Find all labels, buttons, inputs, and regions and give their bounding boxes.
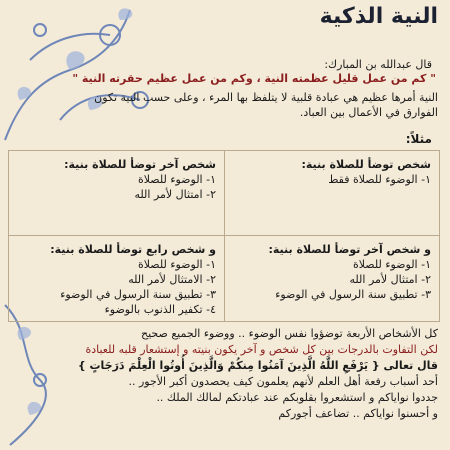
example-cell-4	[9, 236, 224, 321]
conclusion-line: أحد أسباب رفعة أهل العلم لأنهم يعلمون كيف يحصدون أكبر الأجور ..	[128, 375, 438, 388]
examples-table	[8, 150, 440, 322]
example-label: مثلاً:	[405, 132, 432, 146]
cell-heading: و شخص رابع توضأ للصلاة بنية:	[50, 243, 216, 256]
page-title: النية الذكية	[319, 4, 438, 29]
cell-line: ١- الوضوء للصلاة	[352, 258, 431, 271]
intro-paragraph	[8, 90, 438, 120]
conclusion-line: لكن التفاوت بالدرجات بين كل شخص و آخر يكون بنيته و إستشعار قلبه للعبادة	[85, 343, 438, 356]
example-cell-1	[224, 151, 439, 236]
cell-line: ٣- تطبيق سنة الرسول في الوضوء	[60, 288, 216, 301]
quran-verse: قال تعالى { يَرْفَعِ اللَّهُ الَّذِينَ آمَنُوا مِنكُمْ وَالَّذِينَ أُوتُوا الْعِلْمَ دَرَجَاتٍ }	[77, 359, 438, 372]
quote: " كم من عمل قليل عظمته النية ، وكم من عمل عظيم حقرته النية "	[72, 72, 436, 85]
cell-heading: شخص آخر توضأ للصلاة بنية:	[64, 158, 216, 171]
cell-line: ٤- تكفير الذنوب بالوضوء	[104, 303, 216, 316]
cell-line: ٣- تطبيق سنة الرسول في الوضوء	[275, 288, 431, 301]
cell-line: ٢- امتثال لأمر الله	[349, 273, 431, 286]
cell-line: ١- الوضوء للصلاة	[137, 173, 216, 186]
conclusion-line: كل الأشخاص الأربعة توضؤوا نفس الوضوء .. ووضوء الجميع صحيح	[140, 327, 438, 340]
conclusion-line: جددوا نواياكم و استشعروا بقلوبكم عند عبادتكم لمالك الملك ..	[156, 391, 438, 404]
cell-line: ٢- امتثال لأمر الله	[134, 188, 216, 201]
cell-heading: و شخص آخر توضأ للصلاة بنية:	[268, 243, 431, 256]
intro-line: النية أمرها عظيم هي عبادة قلبية لا يتلفظ بها المرء ، وعلى حسب النية تكون	[94, 91, 438, 104]
conclusion-line: و أحسنوا نواياكم .. تضاعف أجوركم	[278, 407, 438, 420]
conclusion	[8, 326, 438, 422]
cell-line: ١- الوضوء للصلاة	[137, 258, 216, 271]
quote-author: قال عبدالله بن المبارك:	[324, 58, 432, 71]
example-cell-3	[224, 236, 439, 321]
cell-line: ١- الوضوء للصلاة فقط	[328, 173, 431, 186]
intro-line: الفوارق في الأعمال بين العباد.	[299, 106, 438, 119]
cell-heading: شخص توضأ للصلاة بنية:	[301, 158, 431, 171]
cell-line: ٢- الامتثال لأمر الله	[128, 273, 216, 286]
example-cell-2	[9, 151, 224, 236]
